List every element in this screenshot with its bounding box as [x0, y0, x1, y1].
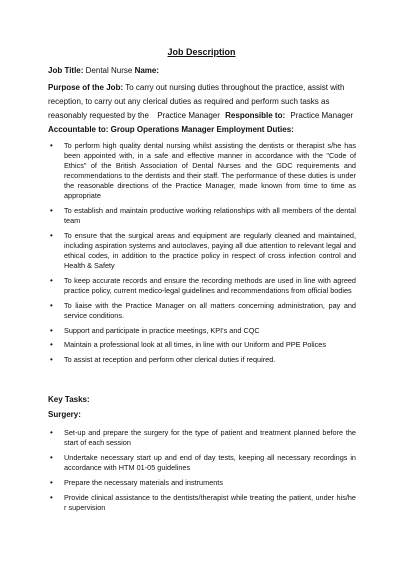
list-item-text: Undertake necessary start up and end of day tests, keeping all necessary recordings in accordance with HTM 01-05 guidelines: [64, 453, 356, 472]
bullet-icon: •: [50, 453, 53, 462]
page-title: Job Description: [167, 47, 236, 57]
purpose-line-2: reception, to carry out any clerical duties as required and perform such tasks as: [48, 97, 330, 106]
list-item: [48, 301, 356, 321]
list-item: [48, 493, 356, 513]
list-item: [48, 340, 356, 350]
list-item: [48, 355, 356, 365]
list-item-text: To ensure that the surgical areas and equipment are regularly cleaned and maintained, including aspiration systems and autoclaves, paying all due attention to relevant legal and ethical codes, in addition to the practice policy in respect of cross infection control and Health & Safety: [64, 231, 356, 270]
list-item: [48, 206, 356, 226]
list-item-text: To establish and maintain productive working relationships with all members of the dental team: [64, 206, 356, 225]
list-item-text: Set-up and prepare the surgery for the type of patient and treatment planned before the start of each session: [64, 428, 356, 447]
bullet-icon: •: [50, 478, 53, 487]
accountable-heading: Accountable to: Group Operations Manager Employment Duties:: [48, 125, 294, 134]
bullet-icon: •: [50, 340, 53, 349]
bullet-icon: •: [50, 276, 53, 285]
responsible-label: Responsible to:: [225, 111, 286, 120]
purpose-text-3: reasonably requested by the: [48, 111, 149, 120]
list-item-text: To liaise with the Practice Manager on all matters concerning administration, pay and service conditions.: [64, 301, 356, 320]
bullet-icon: •: [50, 206, 53, 215]
purpose-label: Purpose of the Job:: [48, 83, 124, 92]
bullet-icon: •: [50, 493, 53, 502]
surgery-heading: Surgery:: [48, 410, 81, 419]
list-item-text: To keep accurate records and ensure the recording methods are used in line with agreed practice policy, current medico-legal guidelines and recommendations from official bodies: [64, 276, 356, 295]
bullet-icon: •: [50, 326, 53, 335]
surgery-tasks-list: [48, 428, 356, 518]
name-label: Name:: [134, 66, 160, 75]
bullet-icon: •: [50, 231, 53, 240]
job-title-line: [48, 64, 159, 77]
purpose-role: Practice Manager: [157, 111, 220, 120]
list-item-text: To assist at reception and perform other clerical duties if required.: [64, 355, 276, 364]
bullet-icon: •: [50, 301, 53, 310]
bullet-icon: •: [50, 355, 53, 364]
list-item: [48, 231, 356, 271]
list-item-text: Provide clinical assistance to the dentists/therapist while treating the patient, under his/he r supervision: [64, 493, 356, 512]
list-item-text: Support and participate in practice meetings, KPI's and CQC: [64, 326, 260, 335]
key-tasks-heading: Key Tasks:: [48, 395, 90, 404]
list-item-text: To perform high quality dental nursing whilst assisting the dentists or therapist s/he has been appointed with, in a safe and effective manner in accordance with the "Code of Ethics" of the British Association of Dental Nurses and the GDC requirements and recommendations to the dentists and their staff. The performance of these duties is under the reasonable directions of the Practice Manager, made known from time to time as appropriate: [64, 141, 356, 200]
list-item-text: Prepare the necessary materials and instruments: [64, 478, 223, 487]
bullet-icon: •: [50, 428, 53, 437]
bullet-icon: •: [50, 141, 53, 150]
list-item: [48, 478, 356, 488]
responsible-value: Practice Manager: [290, 111, 354, 120]
list-item: [48, 141, 356, 201]
job-title-label: Job Title:: [48, 66, 84, 75]
list-item: [48, 326, 356, 336]
job-title-value: Dental Nurse: [85, 66, 133, 75]
list-item: [48, 428, 356, 448]
purpose-text-1: To carry out nursing duties throughout the practice, assist with: [125, 83, 345, 92]
list-item: [48, 276, 356, 296]
list-item-text: Maintain a professional look at all times, in line with our Uniform and PPE Polices: [64, 340, 327, 349]
duties-list: [48, 141, 356, 369]
purpose-line-1: [48, 81, 354, 94]
purpose-line-3: [48, 109, 353, 122]
list-item: [48, 453, 356, 473]
